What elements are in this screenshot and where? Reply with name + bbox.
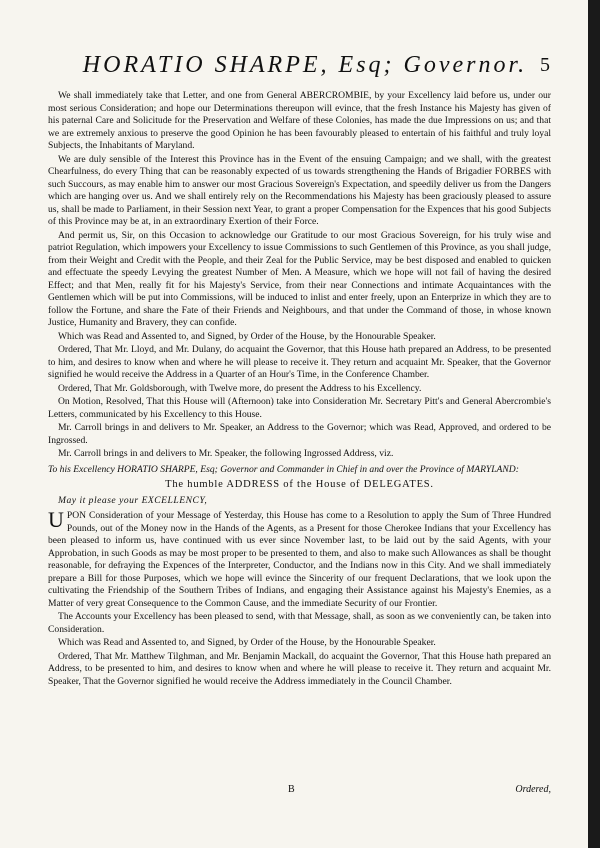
paragraph: Ordered, That Mr. Goldsborough, with Twelve more, do present the Address to his Excellency. bbox=[58, 382, 422, 394]
paragraph: Mr. Carroll brings in and delivers to Mr. Speaker, an Address to the Governor; which was Read, Approved, and ordered to be Ingrossed. bbox=[48, 422, 551, 446]
address-recipient: To his Excellency HORATIO SHARPE, Esq; Governor and Commander in Chief in and over the Province of MARYLAND: bbox=[48, 463, 519, 475]
paragraph: And permit us, Sir, on this Occasion to acknowledge our Gratitude to our most Gracious Sovereign, for his truly wise and patriot Regulation, which impowers your Excellency to issue Commissions to such Gentlemen of this Province, as you shall judge, from their Weight and Credit with the People, and their Zeal for the Public Service, may be best disposed and enabled to quicken and effectuate the speedy Levying the greatest Number of Men. A Measure, which we hope will not fail of having the desired Effect; and that Men, really fit for his Majesty's Service, from their near Connections and intimate Acquaintances with the Gentlemen which will be put into Commissions, will be induced to inlist and enter freely, upon an Enterprize in which they are to follow the Fortune, and share the Fate of their Friends and Neighbours, and that under the Command of those, in whose known Justice, Humanity and Bravery, they can confide. bbox=[48, 229, 551, 328]
salutation: May it please your EXCELLENCY, bbox=[58, 494, 208, 506]
page-header bbox=[60, 52, 550, 86]
paragraph: Ordered, That Mr. Matthew Tilghman, and Mr. Benjamin Mackall, do acquaint the Governor, That this House hath prepared an Address, to be presented to him, and desires to know when and where he will please to receive it. They return and acquaint Mr. Speaker, That the Governor signified he would receive the Address immediately in the Council Chamber. bbox=[48, 650, 551, 687]
catchword: Ordered, bbox=[515, 784, 551, 795]
paragraph: Mr. Carroll brings in and delivers to Mr. Speaker, the following Ingrossed Address, viz. bbox=[58, 448, 394, 459]
address-body bbox=[48, 507, 551, 610]
page-body bbox=[48, 90, 551, 689]
paragraph: Which was Read and Assented to, and Signed, by Order of the House, by the Honourable Speaker. bbox=[58, 330, 436, 342]
paragraph: On Motion, Resolved, That this House will (Afternoon) take into Consideration Mr. Secretary Pitt's and General Abercrombie's Letters, communicated by his Excellency to this House. bbox=[48, 396, 551, 420]
page-footer bbox=[48, 784, 551, 798]
page-number: 5 bbox=[540, 54, 550, 76]
signature-mark: B bbox=[288, 784, 295, 795]
address-body-text: PON Consideration of your Message of Yesterday, this House has come to a Resolution to apply the Sum of Three Hundred Pounds, out of the Money now in the Hands of the Agents, as a Present for those Cherokee Indians that your Excellency has been pleased to inform us, have continued with us ever since November last, to be laid out by the said Agents, with your Approbation, in such Goods as may be most proper to be presented to them, and also to make such Allowances as shall be thought reasonable, for defraying the Expences of the Interpreter, Conductor, and the Indians now in this City. And we shall immediately prepare a Bill for those Purposes, which we hope will evince the Sincerity of our frequent Declarations, that we look upon the cultivating the Friendship of the Southern Tribes of Indians, and engaging their Assistance against his Majesty's Enemies, as a Matter of very great Consequence to the Common Cause, and the immediate Security of our Frontier. bbox=[48, 510, 551, 609]
paragraph: We are duly sensible of the Interest this Province has in the Event of the ensuing Campaign; and we shall, with the greatest Chearfulness, do every Thing that can be reasonably expected of us towards strengthening the Hands of Brigadier FORBES with such Succours, as may enable him to answer our most Gracious Sovereign's Expectation, and speedily deliver us from the Dangers which are hanging over us. And we shall entirely rely on the Recommendations his Majesty has been graciously pleased to assure us, shall be made to Parliament, in their Session next Year, to grant a proper Compensation for the Expences that his good Subjects of this Province may be at, in an extraordinary Exertion of their Force. bbox=[48, 153, 551, 227]
drop-cap: U bbox=[48, 507, 64, 532]
paragraph: Ordered, That Mr. Lloyd, and Mr. Dulany, do acquaint the Governor, that this House hath prepared an Address, to be presented to him, and desires to know when and where he will please to receive it. They return and acquaint Mr. Speaker, that the Governor signified he would receive the Address in a Quarter of an Hour's Time, in the Conference Chamber. bbox=[48, 344, 551, 380]
running-title: HORATIO SHARPE, Esq; Governor. bbox=[82, 52, 528, 78]
scan-edge bbox=[588, 0, 600, 848]
paragraph: We shall immediately take that Letter, and one from General ABERCROMBIE, by your Excellency laid before us, under our most serious Consideration; and hope our Determinations thereupon will evince, that the fresh Instance his Majesty has given of his paternal Care and Solicitude for the Preservation and Welfare of these Colonies, has made the due Impressions on us; and that we are extremely anxious to preserve the good Opinion he has been favourably pleased to entertain of his faithful and truly loyal Subjects, the Inhabitants of Maryland. bbox=[48, 90, 551, 151]
paragraph: Which was Read and Assented to, and Signed, by Order of the House, by the Honourable Speaker. bbox=[58, 637, 436, 648]
address-heading: The humble ADDRESS of the House of DELEGATES. bbox=[165, 479, 434, 490]
paragraph: The Accounts your Excellency has been pleased to send, with that Message, shall, as soon as we conveniently can, be taken into Consideration. bbox=[48, 611, 551, 635]
